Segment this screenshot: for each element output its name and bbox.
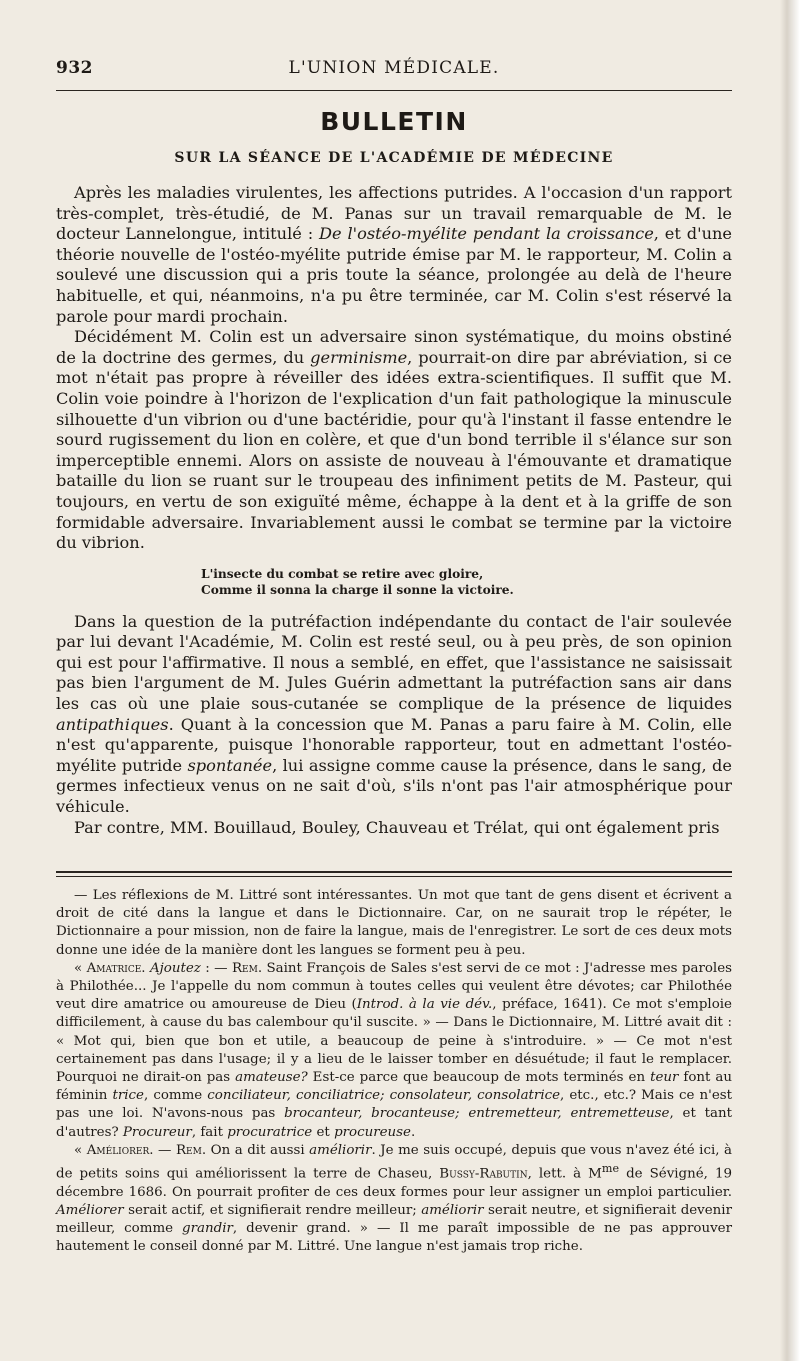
paragraph-2: Décidément M. Colin est un adversaire sinon systématique, du moins obstiné de la doctrine des germes, du germinisme, pourrait-on dire par abréviation, si ce mot n'était pas propre à réveiller des idées extra-scientifiques. Il suffit que M. Colin voie poindre à l'horizon de l'explication d'un fait pathologique la minuscule silhouette d'un vibrion ou d'une bactéridie, pour qu'à l'instant il fasse entendre le sourd rugissement du lion en colère, et que d'un bond terrible il s'élance sur son imperceptible ennemi. Alors on assiste de nouveau à l'émouvante et dramatique bataille du lion se ruant sur le troupeau des infiniment petits de M. Pasteur, qui toujours, en vertu de son exiguïté même, échappe à la dent et à la griffe de son formidable adversaire. Invariablement aussi le combat se termine par la victoire du vibrion. — [56, 327, 732, 553]
verse-line: Comme il sonna la charge il sonne la victoire. — [201, 582, 514, 597]
main-text — [56, 183, 732, 838]
verse-quote — [56, 566, 732, 598]
italic-title: De l'ostéo-myélite pendant la croissance — [319, 224, 654, 244]
footnote-rule-thin — [56, 876, 732, 877]
paragraph-1: Après les maladies virulentes, les affections putrides. A l'occasion d'un rapport très-complet, très-étudié, de M. Panas sur un travail remarquable de M. le docteur Lannelongue, intitulé : De l'ostéo-myélite pendant la croissance, et d'une théorie nouvelle de l'ostéo-myélite putride émise par M. le rapporteur, M. Colin a soulevé une discussion qui a pris toute la séance, prolongée au delà de l'heure habituelle, et qui, néanmoins, n'a pu être terminée, car M. Colin s'est réservé la parole pour mardi prochain. — [56, 183, 732, 326]
footnote-rule-thick — [56, 871, 732, 873]
page-number: 932 — [56, 58, 93, 78]
section-title: BULLETIN — [320, 107, 468, 136]
footnotes — [56, 887, 732, 1257]
section-subtitle: SUR LA SÉANCE DE L'ACADÉMIE DE MÉDECINE — [174, 150, 614, 166]
note-amatrice: « Amatrice. Ajoutez : — Rem. Saint François de Sales s'est servi de ce mot : J'adresse mes paroles à Philothée... Je l'appelle du nom commun à toutes celles qui veulent être dévotes; car Philothée veut dire amatrice ou amoureuse de Dieu (Introd. à la vie dév., préface, 1641). Ce mot s'emploie difficilement, à cause du bas calembour qu'il suscite. » — Dans le Dictionnaire, M. Littré avait dit : « Mot qui, bien que bon et utile, a beaucoup de peine à s'introduire. » — Ce mot n'est certainement pas dans l'usage; il y a lieu de le laisser tomber en désuétude; il faut le remplacer. Pourquoi ne dirait-on pas amateuse? Est-ce parce que beaucoup de mots terminés en teur font au féminin trice, comme conciliateur, conciliatrice; consolateur, consolatrice, etc., etc.? Mais ce n'est pas une loi. N'avons-nous pas brocanteur, brocanteuse; entremetteur, entremetteuse, et tant d'autres? Procureur, fait procuratrice et procureuse. — [56, 960, 733, 1140]
paragraph-3: Dans la question de la putréfaction indépendante du contact de l'air soulevée par lui devant l'Académie, M. Colin est resté seul, ou à peu près, de son opinion qui est pour l'affirmative. Il nous a semblé, en effet, que l'assistance ne saisissait pas bien l'argument de M. Jules Guérin admettant la putréfaction sans air dans les cas où une plaie sous-cutanée se complique de la présence de liquides antipathiques. Quant à la concession que M. Panas a paru faire à M. Colin, elle n'est qu'apparente, puisque l'honorable rapporteur, tout en admettant l'ostéo-myélite putride spontanée, lui assigne comme cause la présence, dans le sang, de germes infectieux venus on ne sait d'où, s'ils n'ont pas l'air atmosphérique pour véhicule. — [56, 611, 732, 817]
note-1: — Les réflexions de M. Littré sont intéressantes. Un mot que tant de gens disent et écrivent a droit de cité dans la langue et dans le Dictionnaire. Car, on ne saurait trop le répéter, le Dictionnaire a pour mission, non de faire la langue, mais de l'enregistrer. Le sort de ces deux mots donne une idée de la manière dont les langues se forment peu à peu. — [56, 888, 732, 958]
paragraph-4: Par contre, MM. Bouillaud, Bouley, Chauveau et Trélat, qui ont également pris — [74, 817, 720, 837]
running-header — [56, 58, 732, 84]
verse-line: L'insecte du combat se retire avec gloire, — [201, 566, 484, 581]
italic-term: germinisme — [310, 347, 408, 367]
running-title: L'UNION MÉDICALE. — [288, 58, 500, 78]
page-edge-shadow — [780, 0, 800, 1361]
header-rule — [56, 90, 732, 91]
note-ameliorer: « Améliorer. — Rem. On a dit aussi améliorir. Je me suis occupé, depuis que vous n'avez été ici, à de petits soins qui améliorissent la terre de Chaseu, Bussy-Rabutin, lett. à $M^{me}$ de Sévigné, 19 décembre 1686. On pourrait profiter de ces deux formes pour leur assigner un emploi particulier. Améliorer serait actif, et signifierait rendre meilleur; améliorir serait neutre, et signifierait devenir meilleur, comme grandir, devenir grand. » — Il me paraît impossible de ne pas approuver hautement le conseil donné par M. Littré. Une langue n'est jamais trop riche. — [56, 1142, 732, 1255]
